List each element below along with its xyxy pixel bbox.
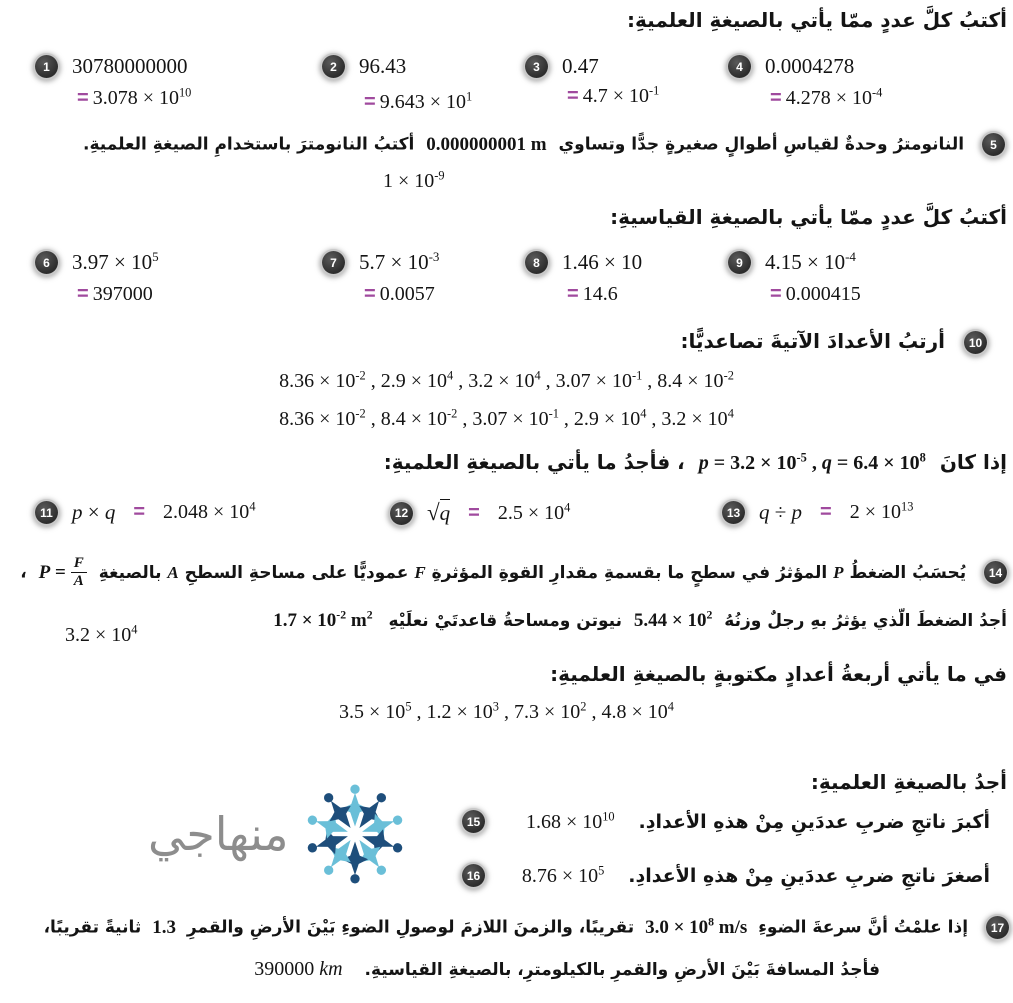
problem-10-answer-list: $8.36 \times 10^{-2}$ , $8.4 \times 10^{-2}$ , $3.07 \times 10^{-1}$ , $2.9 \times 10^4$ , $3.2 \times 10^4$	[279, 406, 734, 430]
problem-10-given-list: $8.36 \times 10^{-2}$ , $2.9 \times 10^4$ , $3.2 \times 10^4$ , $3.07 \times 10^{-1}$ , $8.4 \times 10^{-2}$	[279, 368, 734, 392]
problem-6-given: $3.97 \times 10^5$	[72, 249, 159, 274]
problem-15-answer: $1.68 \times 10^{10}$	[525, 809, 615, 833]
problem-13-answer: $2 \times 10^{13}$	[849, 499, 914, 523]
manhaji-logo	[148, 778, 411, 890]
problem-1	[35, 54, 191, 110]
problem-5-value: 0.000000001 m	[426, 133, 547, 155]
problem-17-text3: ثانيةً تقريبًا،	[43, 917, 142, 938]
equals-sign: =	[820, 501, 832, 523]
problem-3-badge: 3	[525, 55, 548, 78]
problem-4	[728, 54, 882, 110]
equals-sign: =	[770, 283, 782, 305]
section-header-scientific-notation: أكتبُ كلَّ عددٍ ممّا يأتي بالصيغةِ العلميةِ:	[627, 8, 1007, 32]
problem-1-answer: $3.078 \times 10^{10}$	[92, 85, 192, 109]
problem-17-time-value: 1.3	[152, 916, 176, 938]
problem-2-badge: 2	[322, 55, 345, 78]
problem-7-answer: 0.0057	[379, 283, 435, 305]
problem-11-badge: 11	[35, 501, 58, 524]
pq-suffix: ، فأجدُ ما يأتي بالصيغةِ العلميةِ:	[383, 450, 685, 474]
section-header-four-numbers: في ما يأتي أربعةُ أعدادٍ مكتوبةٍ بالصيغةِ العلميةِ:	[550, 662, 1007, 686]
problem-15-badge: 15	[462, 810, 485, 833]
problem-14-line1	[3, 556, 1007, 589]
problem-3-given: 0.47	[562, 54, 599, 78]
problem-8	[525, 250, 642, 306]
problem-17-badge: 17	[986, 916, 1009, 939]
problem-17-text2: تقريبًا، والزمنَ اللازمَ لوصولِ الضوءِ بَيْنَ الأرضِ والقمرِ	[186, 917, 635, 938]
equals-sign: =	[770, 87, 782, 109]
four-numbers-list: $3.5 \times 10^5$ , $1.2 \times 10^3$ , $7.3 \times 10^2$ , $4.8 \times 10^4$	[339, 699, 674, 723]
problem-7-given: $5.7 \times 10^{-3}$	[359, 249, 440, 274]
problem-13-badge: 13	[722, 501, 745, 524]
equals-sign: =	[468, 501, 480, 524]
problem-14-text1: يُحسَبُ الضغطُ P المؤثرُ في سطحٍ ما بقسمةِ مقدارِ القوةِ المؤثرةِ F عموديًّا على مساحةِ السطحِ A بالصيغةِ	[98, 562, 967, 583]
problem-17-answer: 390000 km	[254, 958, 343, 980]
problem-16-answer: $8.76 \times 10^5$	[521, 863, 605, 887]
problem-15	[508, 811, 990, 834]
manhaji-wordmark: منهاجي	[148, 807, 289, 861]
pressure-formula	[39, 556, 87, 589]
equals-sign: =	[567, 283, 579, 305]
problem-14-badge: 14	[984, 561, 1007, 584]
problem-14-text3: نيوتن ومساحةُ قاعدتَيْ نعلَيْهِ	[388, 611, 622, 631]
problem-17-line2	[238, 958, 880, 981]
problem-14-comma: ،	[20, 562, 27, 583]
problem-1-given: 30780000000	[72, 54, 188, 78]
problem-3-answer: $4.7 \times 10^{-1}$	[582, 83, 660, 107]
equals-sign: =	[364, 91, 376, 113]
problem-14-line2	[3, 610, 1007, 632]
problem-14-force-value: $5.44 \times 10^2$	[633, 608, 713, 631]
problem-4-given: 0.0004278	[765, 54, 855, 78]
problem-7-badge: 7	[322, 251, 345, 274]
problem-13-expression: q ÷ p	[759, 500, 803, 524]
problem-15-badge-wrap	[462, 810, 485, 833]
problem-7	[322, 250, 439, 306]
problem-4-answer: $4.278 \times 10^{-4}$	[785, 85, 883, 109]
formula-lhs: P =	[38, 561, 66, 583]
problem-8-given: 1.46 × 10	[562, 250, 643, 274]
problem-11-expression: p × q	[72, 500, 116, 524]
manhaji-emblem-icon	[299, 778, 411, 890]
problem-10-badge: 10	[964, 331, 987, 354]
problem-11	[35, 500, 256, 525]
problem-2-answer: $9.643 \times 10^1$	[379, 89, 473, 113]
problem-14-text2: أجدُ الضغطَ الّذي يؤثرُ بهِ رجلٌ وزنُهُ	[724, 611, 1007, 631]
problem-16-text: أصغرَ ناتجِ ضربِ عددَينِ مِنْ هذهِ الأعدادِ.	[628, 865, 990, 887]
formula-denominator: A	[73, 573, 84, 589]
radical-sign: √	[427, 500, 440, 525]
problem-5-badge: 5	[982, 133, 1005, 156]
problem-5	[5, 133, 1005, 156]
problem-17-text4: فأجدُ المسافةَ بَيْنَ الأرضِ والقمرِ بالكيلومترِ، بالصيغةِ القياسيةِ.	[364, 960, 880, 980]
pq-values: $p = 3.2 \times 10^{-5}$ , $q = 6.4 \times 10^8$	[698, 450, 926, 474]
problem-2-given: 96.43	[359, 54, 407, 78]
problem-9-answer: 0.000415	[785, 283, 861, 305]
problem-16-badge: 16	[462, 864, 485, 887]
equals-sign: =	[77, 87, 89, 109]
formula-numerator: F	[71, 556, 87, 573]
equals-sign: =	[77, 283, 89, 305]
problem-12	[390, 500, 570, 526]
problem-9-badge: 9	[728, 251, 751, 274]
equals-sign: =	[364, 283, 376, 305]
problem-8-answer: 14.6	[582, 283, 618, 305]
problem-10-text: أرتبُ الأعدادَ الآتيةَ تصاعديًّا:	[680, 329, 946, 353]
problem-2	[322, 54, 472, 114]
problem-8-badge: 8	[525, 251, 548, 274]
problem-15-text: أكبرَ ناتجِ ضربِ عددَينِ مِنْ هذهِ الأعدادِ.	[638, 811, 990, 833]
pq-prefix: إذا كانَ	[939, 450, 1007, 474]
problem-12-badge: 12	[390, 502, 413, 525]
equals-sign: =	[567, 85, 579, 107]
problem-13	[722, 500, 913, 525]
problem-14-area-value: $1.7 \times 10^{-2}$ $m^2$	[273, 608, 373, 631]
problem-14-answer: $3.2 \times 10^4$	[65, 622, 138, 646]
problem-6	[35, 250, 159, 306]
problem-9-given: $4.15 \times 10^{-4}$	[765, 249, 856, 274]
problem-17-text1: إذا علمْتُ أنَّ سرعةَ الضوءِ	[758, 917, 969, 938]
problem-6-badge: 6	[35, 251, 58, 274]
problem-9	[728, 250, 861, 306]
problem-5-answer: $1 \times 10^{-9}$	[383, 168, 445, 192]
problem-5-text-before: النانومترُ وحدةٌ لقياسِ أطوالٍ صغيرةٍ جدًّا وتساوي	[558, 134, 965, 155]
equals-sign: =	[133, 501, 146, 523]
radicand: q	[439, 501, 451, 525]
problem-10	[681, 329, 988, 354]
problem-17-line1	[1, 916, 1009, 939]
formula-fraction	[71, 556, 87, 589]
problem-3	[525, 54, 659, 108]
problem-5-text-after: أكتبُ النانومترَ باستخدامِ الصيغةِ العلميةِ.	[82, 134, 415, 155]
section-header-find-scientific: أجدُ بالصيغةِ العلميةِ:	[810, 770, 1007, 794]
problem-4-badge: 4	[728, 55, 751, 78]
section-header-standard-form: أكتبُ كلَّ عددٍ ممّا يأتي بالصيغةِ القياسيةِ:	[610, 205, 1007, 229]
problem-12-expression	[427, 500, 450, 526]
problem-16	[504, 865, 990, 888]
problem-11-answer: $2.048 \times 10^4$	[163, 499, 256, 523]
problem-16-badge-wrap	[462, 864, 485, 887]
pq-definition-line	[384, 450, 1007, 475]
problem-6-answer: 397000	[92, 283, 153, 305]
problem-17-speed-value: $3.0 \times 10^8$ m/s	[645, 915, 748, 938]
problem-12-answer: $2.5 \times 10^4$	[497, 499, 571, 524]
problem-1-badge: 1	[35, 55, 58, 78]
